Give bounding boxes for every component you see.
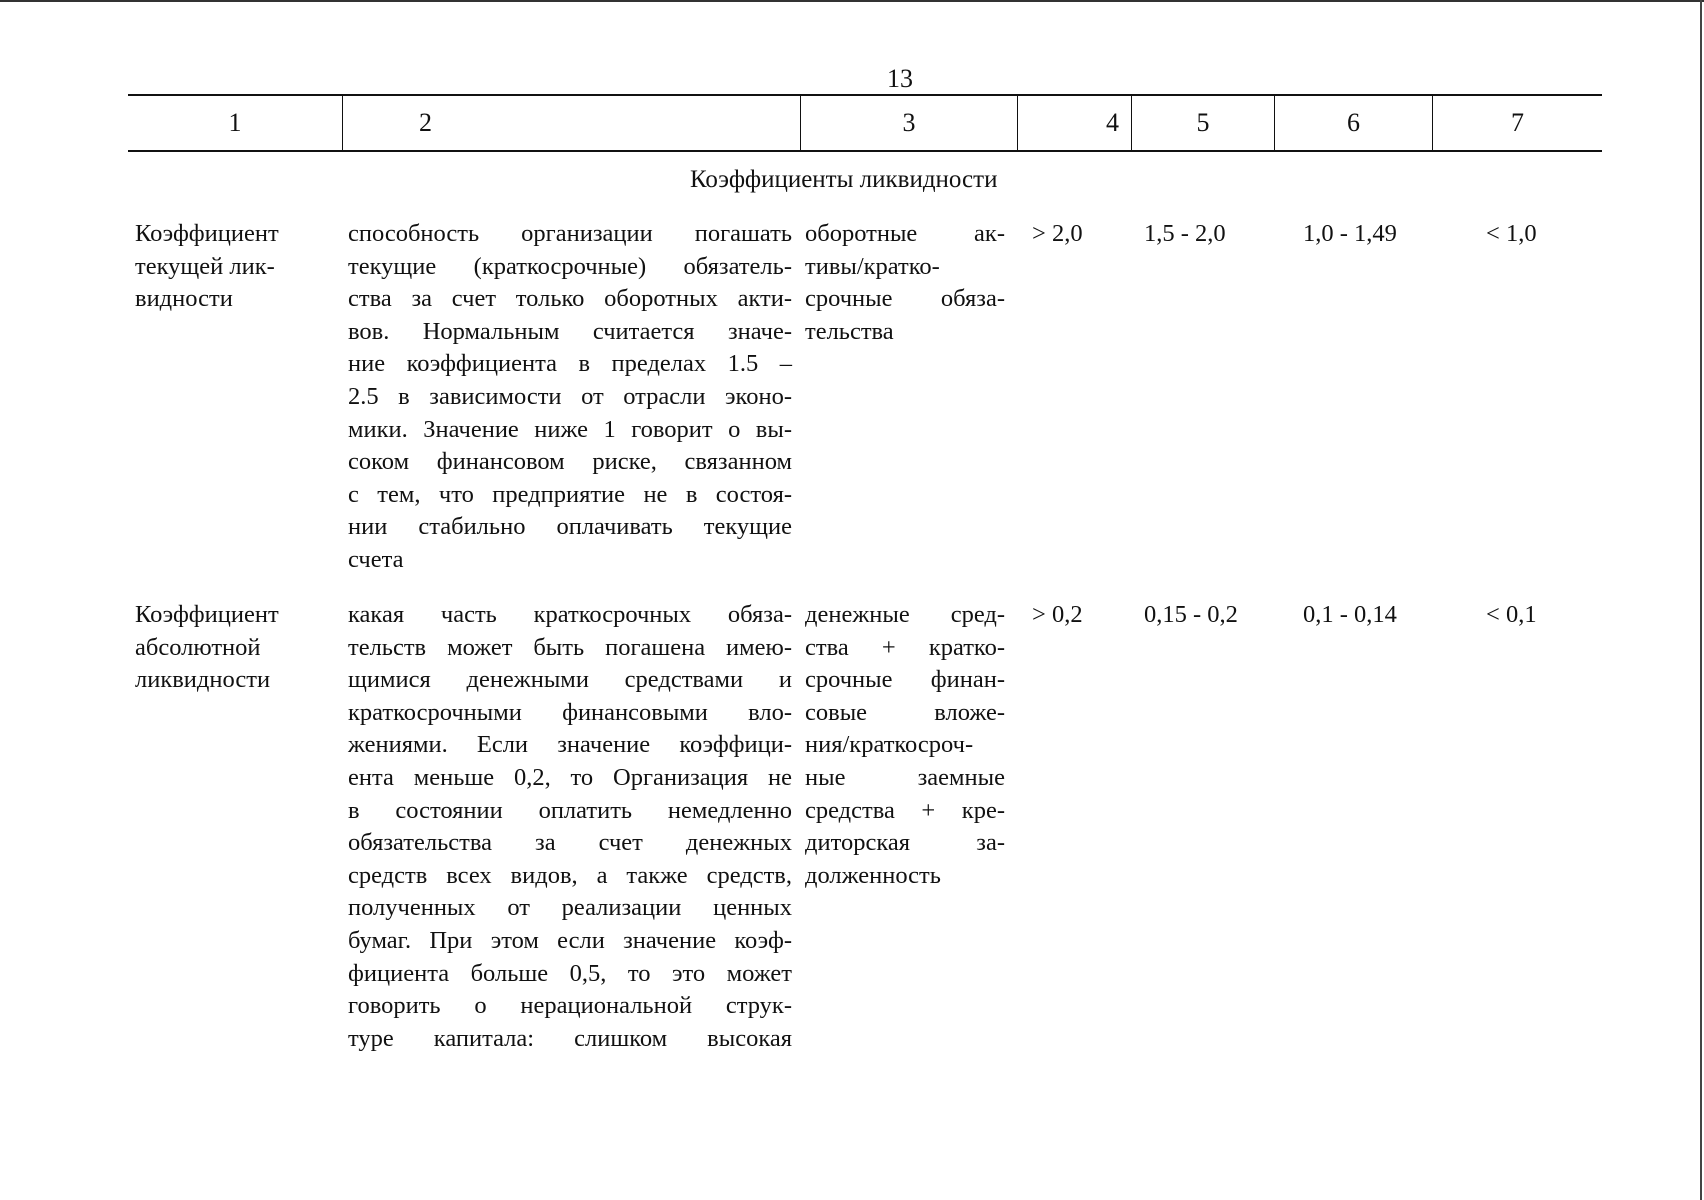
indicator-description: какая часть краткосрочных обяза- тельств может быть погашена имею- щимися денежными средствами и краткосрочными финансовыми вло- жениями. Если значение коэффици- ента меньше 0,2, то Организация не в состоянии оплатить немедленно обязательства за счет денежных средств всех видов, а также средств, полученных от реализации ценных бумаг. При этом если значение коэф- фициента больше 0,5, то это может говорить о нерациональной струк- туре капитала: слишком высокая xyxy=(348,601,792,1052)
header-col-3: 3 xyxy=(800,96,1017,150)
range-col-6: 0,1 - 0,14 xyxy=(1303,601,1397,628)
indicator-description: способность организации погашать текущие (краткосрочные) обязатель- ства за счет только оборотных акти- вов. Нормальным считается значе- ние коэффициента в пределах 1.5 – 2.5 в зависимости от отрасли эконо- мики. Значение ниже 1 говорит о вы- соком финансовом риске, связанном с тем, что предприятие не в состоя- нии стабильно оплачивать текущие счета xyxy=(348,220,792,573)
range-col-6: 1,0 - 1,49 xyxy=(1303,220,1397,247)
table-header xyxy=(128,94,1602,152)
range-col-7: < 1,0 xyxy=(1486,220,1537,247)
indicator-formula: оборотные ак- тивы/кратко- срочные обяза- тельства xyxy=(805,220,1005,345)
header-col-4: 4 xyxy=(1017,96,1131,150)
scan-edge-top xyxy=(0,0,1704,2)
header-col-1: 1 xyxy=(228,108,242,137)
range-col-7: < 0,1 xyxy=(1486,601,1537,628)
section-title: Коэффициенты ликвидности xyxy=(690,166,998,193)
indicator-name: Коэффициент текущей лик- видности xyxy=(135,220,279,313)
range-col-5: 0,15 - 0,2 xyxy=(1144,601,1238,628)
indicator-formula: денежные сред- ства + кратко- срочные финан- совые вложе- ния/краткосроч- ные заемные средства + кре- диторская за- долженность xyxy=(805,601,1005,889)
header-col-6: 6 xyxy=(1274,96,1432,150)
range-col-4: > 2,0 xyxy=(1032,220,1083,247)
range-col-5: 1,5 - 2,0 xyxy=(1144,220,1226,247)
header-col-2: 2 xyxy=(342,96,800,150)
header-col-5: 5 xyxy=(1131,96,1274,150)
page-number: 13 xyxy=(887,64,913,93)
range-col-4: > 0,2 xyxy=(1032,601,1083,628)
scan-edge-right xyxy=(1700,0,1702,1200)
indicator-name: Коэффициент абсолютной ликвидности xyxy=(135,601,279,694)
header-col-7: 7 xyxy=(1432,96,1602,150)
